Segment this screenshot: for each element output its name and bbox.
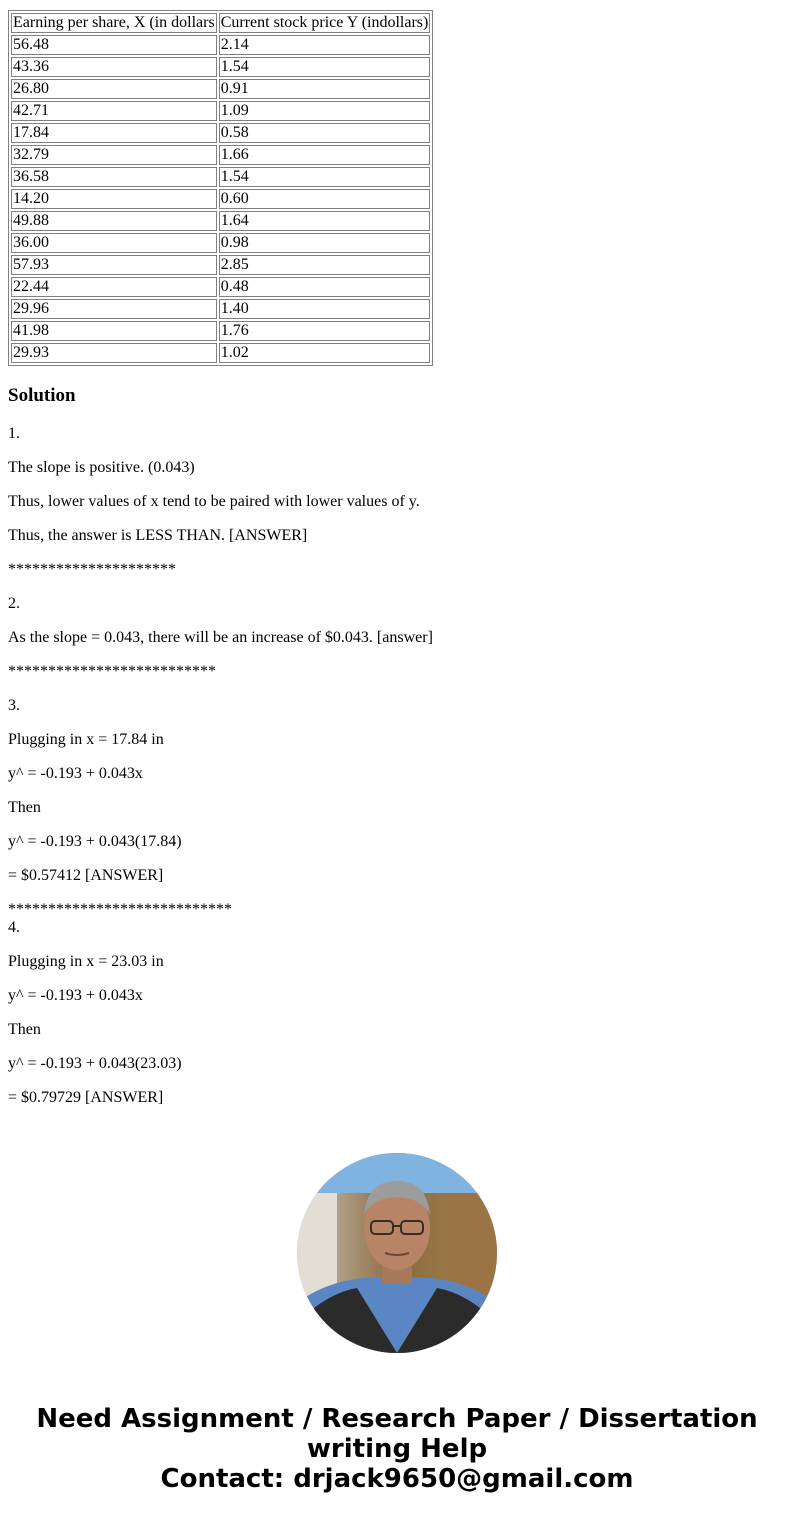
table-row <box>11 189 430 209</box>
table-row <box>11 343 430 363</box>
table-row <box>11 233 430 253</box>
solution-line: 4. <box>8 919 20 936</box>
separator-line: **************************** <box>8 901 232 918</box>
cell-stock-price: 1.54 <box>219 57 431 77</box>
cell-earning-per-share: 56.48 <box>11 35 217 55</box>
solution-line: 2. <box>8 595 20 612</box>
solution-line: y^ = -0.193 + 0.043(17.84) <box>8 833 182 850</box>
table-header-row <box>11 13 430 33</box>
table-row <box>11 79 430 99</box>
solution-line: y^ = -0.193 + 0.043x <box>8 765 143 782</box>
solution-line: Plugging in x = 23.03 in <box>8 953 164 970</box>
table-row <box>11 101 430 121</box>
cell-stock-price: 0.60 <box>219 189 431 209</box>
cell-stock-price: 1.54 <box>219 167 431 187</box>
solution-line: Thus, lower values of x tend to be paired with lower values of y. <box>8 493 420 510</box>
cell-earning-per-share: 29.93 <box>11 343 217 363</box>
cell-earning-per-share: 43.36 <box>11 57 217 77</box>
solution-line: = $0.79729 [ANSWER] <box>8 1089 164 1106</box>
cell-stock-price: 0.91 <box>219 79 431 99</box>
table-header-x: Earning per share, X (in dollars <box>13 14 215 31</box>
table-row <box>11 255 430 275</box>
solution-line: Plugging in x = 17.84 in <box>8 731 164 748</box>
cell-stock-price: 0.98 <box>219 233 431 253</box>
solution-line: Thus, the answer is LESS THAN. [ANSWER] <box>8 527 308 544</box>
solution-line: 1. <box>8 425 20 442</box>
cell-earning-per-share: 57.93 <box>11 255 217 275</box>
cell-earning-per-share: 32.79 <box>11 145 217 165</box>
table-row <box>11 299 430 319</box>
cell-stock-price: 1.76 <box>219 321 431 341</box>
table-header-y: Current stock price Y (indollars) <box>220 14 429 31</box>
table-body <box>11 13 430 363</box>
cell-stock-price: 0.58 <box>219 123 431 143</box>
cell-earning-per-share: 41.98 <box>11 321 217 341</box>
table-row <box>11 145 430 165</box>
solution-line: y^ = -0.193 + 0.043x <box>8 987 143 1004</box>
cell-stock-price: 1.64 <box>219 211 431 231</box>
cell-earning-per-share: 14.20 <box>11 189 217 209</box>
solution-line: As the slope = 0.043, there will be an increase of $0.043. [answer] <box>8 629 433 646</box>
solution-body <box>8 425 786 1107</box>
solution-line: Then <box>8 799 41 816</box>
table-row <box>11 211 430 231</box>
solution-line: = $0.57412 [ANSWER] <box>8 867 164 884</box>
contact-banner <box>0 1404 794 1494</box>
solution-line: Then <box>8 1021 41 1038</box>
cell-stock-price: 2.14 <box>219 35 431 55</box>
cell-earning-per-share: 49.88 <box>11 211 217 231</box>
solution-heading: Solution <box>8 385 76 406</box>
banner-contact-line: Contact: drjack9650@gmail.com <box>160 1464 634 1494</box>
table-row <box>11 277 430 297</box>
cell-earning-per-share: 22.44 <box>11 277 217 297</box>
cell-stock-price: 2.85 <box>219 255 431 275</box>
solution-line: The slope is positive. (0.043) <box>8 459 195 476</box>
table-row <box>11 321 430 341</box>
banner-line-1: Need Assignment / Research Paper / Dissertation <box>36 1404 758 1434</box>
author-avatar <box>297 1153 497 1353</box>
cell-stock-price: 0.48 <box>219 277 431 297</box>
cell-stock-price: 1.40 <box>219 299 431 319</box>
separator-line: ************************** <box>8 663 216 680</box>
table-row <box>11 123 430 143</box>
avatar-photo <box>297 1153 497 1353</box>
cell-earning-per-share: 36.58 <box>11 167 217 187</box>
banner-line-2: writing Help <box>306 1434 488 1464</box>
cell-stock-price: 1.66 <box>219 145 431 165</box>
table-row <box>11 35 430 55</box>
cell-stock-price: 1.09 <box>219 101 431 121</box>
cell-earning-per-share: 42.71 <box>11 101 217 121</box>
separator-line: ********************* <box>8 561 176 578</box>
solution-line: y^ = -0.193 + 0.043(23.03) <box>8 1055 182 1072</box>
solution-line: 3. <box>8 697 20 714</box>
table-row <box>11 167 430 187</box>
cell-stock-price: 1.02 <box>219 343 431 363</box>
data-table <box>8 10 433 366</box>
cell-earning-per-share: 29.96 <box>11 299 217 319</box>
table-row <box>11 57 430 77</box>
cell-earning-per-share: 36.00 <box>11 233 217 253</box>
cell-earning-per-share: 26.80 <box>11 79 217 99</box>
cell-earning-per-share: 17.84 <box>11 123 217 143</box>
